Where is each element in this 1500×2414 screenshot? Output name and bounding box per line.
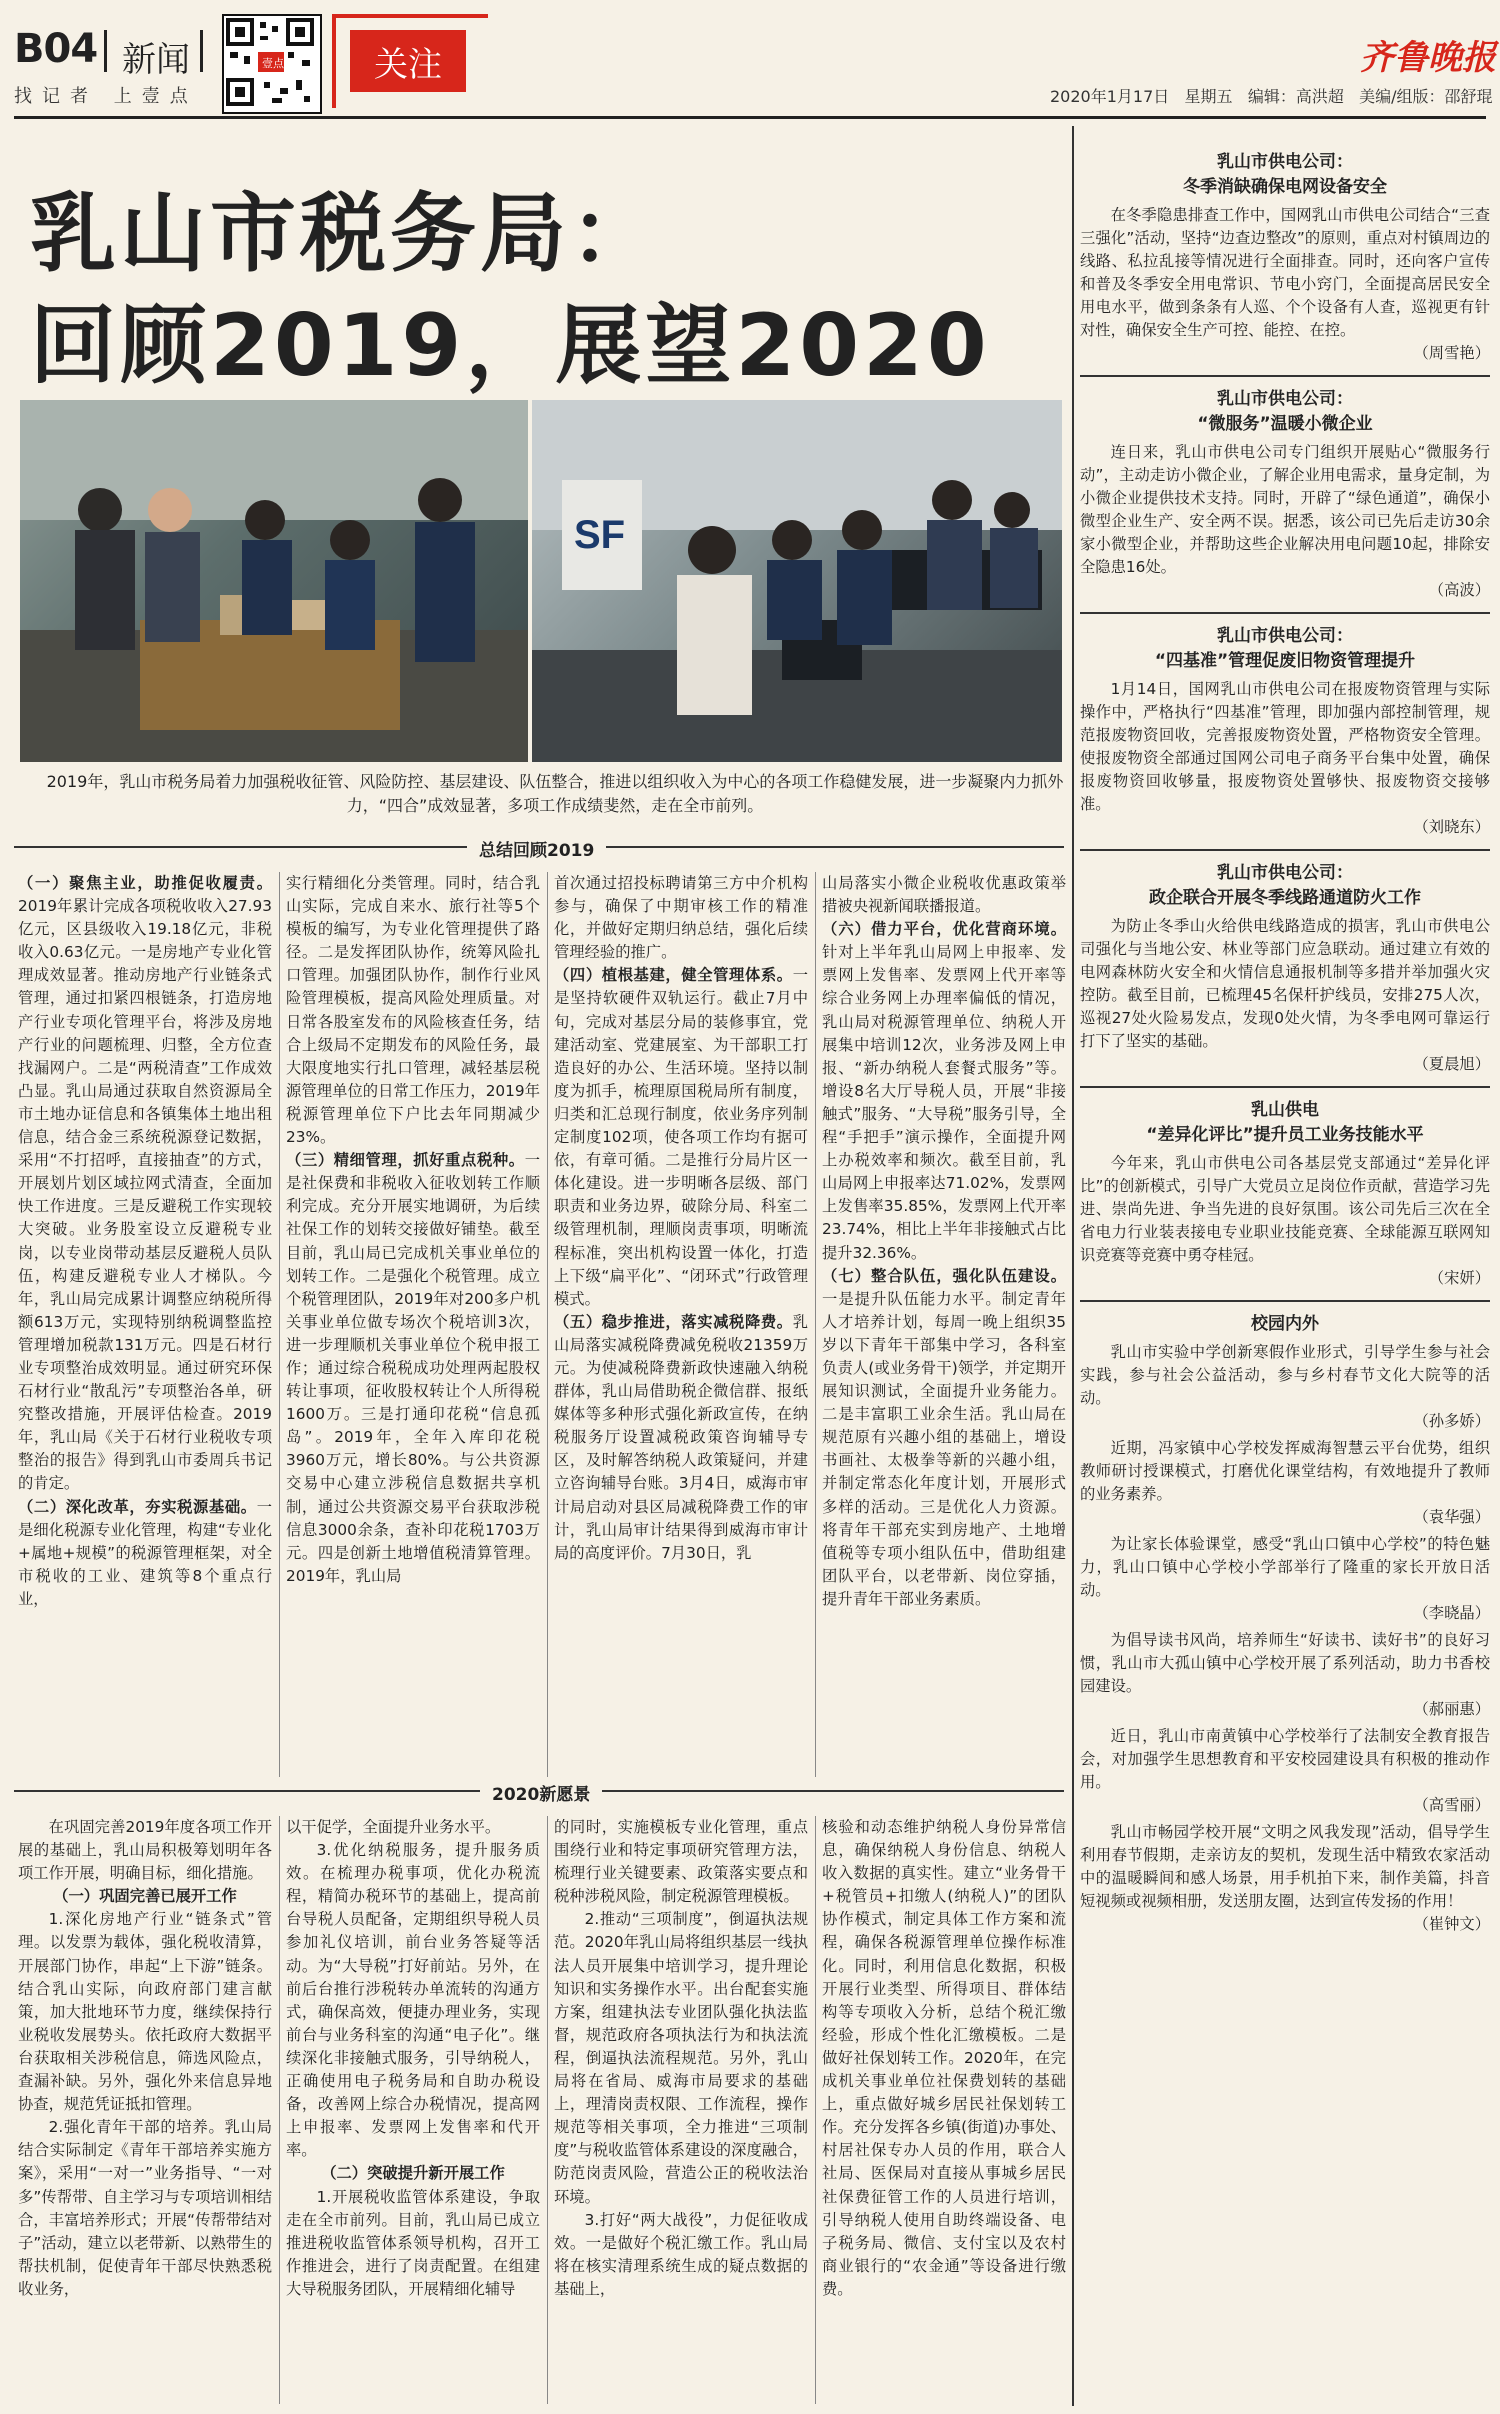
paragraph-text: 一是坚持软硬件双轨运行。截止7月中旬，完成对基层分局的装修事宜，党建活动室、党建展室、为干部职工打造良好的办公、生活环境。坚持以制度为抓手，梳理原国税局所有制度，归类和汇总现行制度，依业务序列制定制度102项，使各项工作均有据可依，有章可循。二是推行分局片区一体化建设。进一步明晰各层级、部门职责和业务边界，破除分局、科室二级管理机制，理顺岗责事项，明晰流程标准，突出机构设置一体化，打造上下级“扁平化”、“闭环式”行政管理模式。 (554, 966, 808, 1308)
section-title-outlook: 2020新愿景 (480, 1780, 602, 1805)
header-rule (14, 116, 1486, 119)
paragraph-lead: （六）借力平台，优化营商环境。 (822, 920, 1066, 939)
brief-divider (1080, 849, 1490, 851)
paragraph (554, 964, 808, 1310)
qr-code-icon[interactable] (222, 14, 322, 114)
paragraph-text: 一是提升队伍能力水平。制定青年人才培养计划，每周一晚上组织35岁以下青年干部集中学习，各科室负责人(或业务骨干)领学，并定期开展知识测试，全面提升业务能力。二是丰富职工业余生活。乳山局在规范原有兴趣小组的基础上，增设书画社、太极拳等新的兴趣小组，并制定常态化年度计划，开展形式多样的活动。三是优化人力资源。将青年干部充实到房地产、土地增值税等专项小组队伍中，借助组建团队平台，以老带新、岗位穿插，提升青年干部业务素质。 (822, 1289, 1066, 1608)
column-divider (547, 872, 548, 1777)
campus-item-body: 为倡导读书风尚，培养师生“好读书、读好书”的良好习惯，乳山市大孤山镇中心学校开展了系列活动，助力书香校园建设。 (1080, 1631, 1490, 1695)
brief-author: （高波） (1428, 581, 1490, 599)
campus-item-author: （孙多娇） (1413, 1412, 1490, 1430)
sidebar-item (1080, 387, 1490, 602)
paragraph-text: 针对上半年乳山局网上申报率、发票网上发售率、发票网上代开率等综合业务网上办理率偏低的情况，乳山局对税源管理单位、纳税人开展集中培训12次，业务涉及网上申报、“新办纳税人套餐式服务”等。增设8名大厅导税人员，开展“非接触式”服务、“大导税”服务引导，全程“手把手”演示操作，全面提升网上办税效率和频次。截至目前，乳山局网上申报率达71.02%，发票网上发售率35.85%，发票网上代开率23.74%，相比上半年非接触式占比提升32.36%。 (822, 943, 1066, 1262)
paragraph (18, 2116, 272, 2301)
header-slogan: 找记者 上壹点 (14, 86, 198, 107)
campus-item-author: （高雪丽） (1413, 1796, 1490, 1814)
paragraph-text: 1.深化房地产行业“链条式”管理。以发票为载体，强化税收清算，开展部门协作，串起“上下游”链条。结合乳山实际，向政府部门建言献策，加大批地环节力度，继续保持行业税收发展势头。依托政府大数据平台获取相关涉税信息，筛选风险点，查漏补缺。另外，强化外来信息异地协查，规范凭证抵扣管理。 (18, 1910, 272, 2114)
sidebar-item (1080, 624, 1490, 839)
outlook-column-1 (18, 1816, 272, 2406)
brief-divider (1080, 612, 1490, 614)
weekday: 星期五 (1184, 87, 1233, 106)
brief-author: （宋妍） (1428, 1269, 1490, 1287)
paragraph (554, 2209, 808, 2301)
paragraph-text: 在巩固完善2019年度各项工作开展的基础上，乳山局积极筹划明年各项工作开展，明确目标，细化措施。 (18, 1818, 272, 1883)
column-divider (279, 1816, 280, 2404)
paragraph-text: 1.开展税收监管体系建设，争取走在全市前列。目前，乳山局已成立推进税收监管体系领导机构，召开工作推进会，进行了岗责配置。在组建大导税服务团队，开展精细化辅导 (286, 2187, 540, 2298)
paragraph-lead: （四）植根基建，健全管理体系。 (554, 966, 793, 985)
brief-body: 为防止冬季山火给供电线路造成的损害，乳山市供电公司强化与当地公安、林业等部门应急联动。通过建立有效的电网森林防火安全和火情信息通报机制等多措并举加强火灾控防。截至目前，已梳理45名保杆护线员，安排275人次，巡视27处火险易发点，发现0处火情，为冬季电网可靠运行打下了坚实的基础。 (1080, 917, 1490, 1050)
paragraph (18, 1885, 272, 1908)
section-title-review: 总结回顾2019 (467, 836, 606, 861)
headline-line1: 乳山市税务局： (30, 184, 660, 284)
outlook-column-4 (822, 1816, 1066, 2406)
paragraph-lead: （二）突破提升新开展工作 (321, 2164, 505, 2183)
campus-title: 校园内外 (1251, 1314, 1319, 1334)
campus-item-author: （崔钟文） (1413, 1915, 1490, 1933)
paragraph-lead: （七）整合队伍，强化队伍建设。 (822, 1266, 1066, 1285)
paragraph-text: 2.推动“三项制度”，倒逼执法规范。2020年乳山局将组织基层一线执法人员开展集中培训学习，提升理论知识和实务操作水平。出台配套实施方案，组建执法专业团队强化执法监督，规范政府各项执法行为和执法流程，倒逼执法流程规范。另外，乳山局将在省局、威海市局要求的基础上，理清岗责权限、工作流程，操作规范等相关事项，全力推进“三项制度”与税收监管体系建设的深度融合，防范岗责风险，营造公正的税收法治环境。 (554, 1910, 808, 2206)
paragraph-text: 以干促学，全面提升业务水平。 (286, 1818, 501, 1836)
paragraph (822, 918, 1066, 1264)
brief-title-line2: “差异化评比”提升员工业务技能水平 (1146, 1125, 1424, 1145)
brief-author: （刘晓东） (1413, 818, 1490, 836)
paragraph-text: 首次通过招投标聘请第三方中介机构参与，确保了中期审核工作的精准化，并做好定期归纳总结，强化后续管理经验的推广。 (554, 874, 808, 962)
editor: 编辑：高洪超 (1247, 87, 1344, 106)
header-divider (200, 30, 203, 72)
paragraph (286, 1839, 540, 2162)
headline-line2: 回顾2019，展望2020 (30, 296, 991, 396)
paragraph-text: 一是细化税源专业化管理，构建“专业化+属地+规模”的税源管理框架，对全市税收的工业、建筑等8个重点行业， (18, 1497, 272, 1608)
section-head-outlook (14, 1780, 1064, 1805)
paragraph (18, 1496, 272, 1611)
paragraph (18, 872, 272, 1496)
review-column-2 (286, 872, 540, 1780)
brief-body: 在冬季隐患排查工作中，国网乳山市供电公司结合“三查三强化”活动，坚持“边查边整改”的原则，重点对村镇周边的线路、私拉乱接等情况进行全面排查。同时，还向客户宣传和普及冬季安全用电常识、节电小窍门，全面提高居民安全用电水平，做到条条有人巡、个个设备有人查，巡视更有针对性，确保安全生产可控、能控、在控。 (1080, 206, 1490, 339)
issue-date: 2020年1月17日 (1050, 87, 1170, 106)
brief-title-line2: 冬季消缺确保电网设备安全 (1183, 177, 1387, 197)
section-head-review (14, 836, 1064, 861)
paragraph-text: 一是社保费和非税收入征收划转工作顺利完成。充分开展实地调研，为后续社保工作的划转交接做好铺垫。截至目前，乳山局已完成机关事业单位的划转工作。二是强化个税管理。成立个税管理团队，2019年对200多户机关事业单位做专场次个税培训3次，进一步理顺机关事业单位个税申报工作；通过综合税税成功处理两起股权转让事项，征收股权转让个人所得税1600万。三是打通印花税“信息孤岛”。2019年，全年入库印花税3960万元，增长80%。与公共资源交易中心建立涉税信息数据共享机制，通过公共资源交易平台获取涉税信息3000余条，查补印花税1703万元。四是创新土地增值税清算管理。2019年，乳山局 (286, 1151, 540, 1585)
paragraph-lead: （一）聚焦主业，助推促收履责。 (18, 874, 272, 892)
paragraph (554, 1908, 808, 2208)
paragraph (822, 1816, 1066, 2301)
sidebar-briefs (1080, 150, 1490, 1936)
sidebar-item (1080, 1098, 1490, 1290)
brief-divider (1080, 1300, 1490, 1302)
paragraph-text: 乳山局落实减税降费减免税收21359万元。为使减税降费新政快速融入纳税群体，乳山局借助税企微信群、报纸媒体等多种形式强化新政宣传，在纳税服务厅设置减税政策咨询辅导专区，及时解答纳税人政策疑问，并建立咨询辅导台账。3月4日，威海市审计局启动对县区局减税降费工作的审计，乳山局审计结果得到威海市审计局的高度评价。7月30日，乳 (554, 1312, 808, 1562)
brief-author: （夏晨旭） (1413, 1055, 1490, 1073)
campus-item-author: （李晓晶） (1413, 1604, 1490, 1622)
sidebar-item (1080, 150, 1490, 365)
paragraph (554, 1816, 808, 1908)
paragraph (286, 2186, 540, 2301)
brief-divider (1080, 375, 1490, 377)
paragraph-lead: （一）巩固完善已展开工作 (53, 1887, 237, 1906)
section-name: 新闻 (122, 40, 190, 80)
paragraph-text: 3.优化纳税服务，提升服务质效。在梳理办税事项，优化办税流程，精简办税环节的基础上，提高前台导税人员配备，定期组织导税人员参加礼仪培训，前台业务答疑等活动。为“大导税”打好前站。另外，在前后台推行涉税转办单流转的沟通方式，确保高效，便捷办理业务，实现前台与业务科室的沟通“电子化”。继续深化非接触式服务，引导纳税人，正确使用电子税务局和自助办税设备，改善网上综合办税情况，提高网上申报率、发票网上发售率和代开率。 (286, 1841, 540, 2160)
column-divider (815, 1816, 816, 2404)
header-meta (1050, 84, 1493, 107)
paragraph-text: 2.强化青年干部的培养。乳山局结合实际制定《青年干部培养实施方案》，采用“一对一”业务指导、“一对多”传帮带、自主学习与专项培训相结合，丰富培养形式；开展“传帮带结对子”活动，建立以老带新、以熟带生的帮扶机制，促使青年干部尽快熟悉税收业务， (18, 2118, 272, 2298)
campus-item-body: 近日，乳山市南黄镇中心学校举行了法制安全教育报告会，对加强学生思想教育和平安校园建设具有积极的推动作用。 (1080, 1727, 1490, 1791)
brief-title-line1: 乳山供电 (1251, 1100, 1319, 1120)
paragraph-text: 山局落实小微企业税收优惠政策举措被央视新闻联播报道。 (822, 874, 1066, 916)
brief-title-line1: 乳山市供电公司： (1217, 626, 1353, 646)
column-tag: 关注 (350, 30, 466, 92)
paragraph (554, 872, 808, 964)
svg-text:SF: SF (574, 513, 626, 557)
outlook-column-3 (554, 1816, 808, 2406)
header-divider (104, 30, 107, 72)
designer: 美编/组版：邵舒琨 (1359, 87, 1493, 106)
campus-item-body: 为让家长体验课堂，感受“乳山口镇中心学校”的特色魅力，乳山口镇中心学校小学部举行了隆重的家长开放日活动。 (1080, 1535, 1490, 1599)
column-divider (279, 872, 280, 1777)
paragraph (18, 1908, 272, 2116)
paragraph (554, 1311, 808, 1565)
newspaper-logo: 齐鲁晚报 (1360, 38, 1496, 78)
paragraph-text: 的同时，实施模板专业化管理，重点围绕行业和特定事项研究管理方法，梳理行业关键要素、政策落实要点和税种涉税风险，制定税源管理模板。 (554, 1818, 808, 1906)
brief-body: 1月14日，国网乳山市供电公司在报废物资管理与实际操作中，严格执行“四基准”管理，即加强内部控制管理，规范报废物资回收，完善报废物资处置，严格物资安全管理。使报废物资全部通过国网公司电子商务平台集中处置，确保报废物资回收够量，报废物资处置够快、报废物资交接够准。 (1080, 680, 1490, 813)
paragraph-text: 核验和动态维护纳税人身份异常信息，确保纳税人身份信息、纳税人收入数据的真实性。建立“业务骨干+税管员+扣缴人(纳税人)”的团队协作模式，制定具体工作方案和流程，确保各税源管理单位操作标准化。同时，利用信息化数据，积极开展行业类型、所得项目、群体结构等专项收入分析，总结个税汇缴经验，形成个性化汇缴模板。二是做好社保划转工作。2020年，在完成机关事业单位社保费划转的基础上，重点做好城乡居民社保划转工作。充分发挥各乡镇(街道)办事处、村居社保专办人员的作用，联合人社局、医保局对直接从事城乡居民社保费征管工作的人员进行培训，引导纳税人使用自助终端设备、电子税务局、微信、支付宝以及农村商业银行的“农金通”等设备进行缴费。 (822, 1818, 1066, 2298)
brief-divider (1080, 1086, 1490, 1088)
brief-title-line1: 乳山市供电公司： (1217, 863, 1353, 883)
sidebar-divider (1072, 126, 1074, 2406)
brief-body: 连日来，乳山市供电公司专门组织开展贴心“微服务行动”，主动走访小微企业，了解企业用电需求，量身定制，为小微企业提供技术支持。同时，开辟了“绿色通道”，确保小微型企业生产、安全两不误。据悉，该公司已先后走访30余家小微型企业，并帮助这些企业解决用电问题10起，排除安全隐患16处。 (1080, 443, 1490, 576)
paragraph-text: 3.打好“两大战役”，力促征收成效。一是做好个税汇缴工作。乳山局将在核实清理系统生成的疑点数据的基础上， (554, 2210, 808, 2298)
brief-title-line1: 乳山市供电公司： (1217, 389, 1353, 409)
paragraph (822, 872, 1066, 918)
paragraph (286, 872, 540, 1149)
brief-author: （周雪艳） (1413, 344, 1490, 362)
column-divider (815, 872, 816, 1777)
campus-item-body: 乳山市实验中学创新寒假作业形式，引导学生参与社会实践，参与社会公益活动，参与乡村春节文化大院等的活动。 (1080, 1343, 1490, 1407)
brief-title-line2: 政企联合开展冬季线路通道防火工作 (1149, 888, 1421, 908)
paragraph (286, 1816, 540, 1839)
review-column-3 (554, 872, 808, 1780)
paragraph-lead: （五）稳步推进，落实减税降费。 (554, 1312, 793, 1331)
paragraph (18, 1816, 272, 1885)
paragraph-lead: （三）精细管理，抓好重点税种。 (286, 1151, 525, 1170)
factory-inspection-photo (20, 400, 528, 762)
paragraph-lead: （二）深化改革，夯实税源基础。 (18, 1497, 257, 1516)
outlook-column-2 (286, 1816, 540, 2406)
brief-title-line2: “四基准”管理促废旧物资管理提升 (1154, 651, 1416, 671)
paragraph (286, 1149, 540, 1588)
review-column-4 (822, 872, 1066, 1780)
brief-title-line1: 乳山市供电公司： (1217, 152, 1353, 172)
page-number: B04 (14, 26, 98, 72)
tax-office-photo (532, 400, 1062, 762)
column-divider (547, 1816, 548, 2404)
paragraph-text: 实行精细化分类管理。同时，结合乳山实际，完成自来水、旅行社等5个模板的编写，为专业化管理提供了路径。二是发挥团队协作，统筹风险扎口管理。加强团队协作，制作行业风险管理模板，提高风险处理质量。对日常各股室发布的风险核查任务，结合上级局不定期发布的风险任务，最大限度地实行扎口管理，减轻基层税源管理单位的日常工作压力，2019年税源管理单位下户比去年同期减少23%。 (286, 874, 540, 1147)
review-column-1 (18, 872, 272, 1780)
main-headline (30, 178, 991, 402)
brief-body: 今年来，乳山市供电公司各基层党支部通过“差异化评比”的创新模式，引导广大党员立足岗位作贡献，营造学习先进、崇尚先进、争当先进的良好氛围。该公司先后三次在全省电力行业装表接电专业职业技能竞赛、全球能源互联网知识竞赛等竞赛中勇夺桂冠。 (1080, 1154, 1490, 1264)
campus-item-body: 乳山市畅园学校开展“文明之风我发现”活动，倡导学生利用春节假期，走亲访友的契机，发现生活中精致农家活动中的温暖瞬间和感人场景，用手机拍下来，制作美篇，抖音短视频或视频相册，发送朋友圈，达到宣传发扬的作用！ (1080, 1823, 1490, 1910)
qr-label: 壹点 (262, 57, 284, 70)
paragraph-text: 2019年累计完成各项税收收入27.93亿元，区县级收入19.18亿元，非税收入0.63亿元。一是房地产专业化管理成效显著。推动房地产行业链条式管理，通过扣紧四根链条，打造房地产行业专项化管理平台，将涉及房地产行业的问题梳理、归整，全方位查找漏网户。二是“两税清查”工作成效凸显。乳山局通过获取自然资源局全市土地办证信息和各镇集体土地出租信息，结合金三系统税源登记数据，采用“不打招呼，直接抽查”的方式，开展划片划区域拉网式清查，全面加快工作进度。三是反避税工作实现较大突破。业务股室设立反避税专业岗，以专业岗带动基层反避税人员队伍，构建反避税专业人才梯队。今年，乳山局完成累计调整应纳税所得额613万元，实现特别纳税调整监控管理增加税款131万元。四是石材行业专项整治成效明显。通过研究环保石材行业“散乱污”专项整治各单，研究整改措施，开展评估检查。2019年，乳山局《关于石材行业税收专项整治的报告》得到乳山市委周兵书记的肯定。 (18, 897, 272, 1493)
photo-caption: 2019年，乳山市税务局着力加强税收征管、风险防控、基层建设、队伍整合，推进以组织收入为中心的各项工作稳健发展，进一步凝聚内力抓外力，“四合”成效显著，多项工作成绩斐然，走在全市前列。 (46, 772, 1064, 815)
campus-item-author: （袁华强） (1413, 1508, 1490, 1526)
campus-item-author: （郝丽惠） (1413, 1700, 1490, 1718)
campus-item-body: 近期，冯家镇中心学校发挥威海智慧云平台优势，组织教师研讨授课模式，打磨优化课堂结构，有效地提升了教师的业务素养。 (1080, 1439, 1490, 1503)
paragraph (822, 1265, 1066, 1611)
paragraph (286, 2162, 540, 2185)
brief-title-line2: “微服务”温暖小微企业 (1197, 414, 1373, 434)
sidebar-item (1080, 861, 1490, 1076)
campus-block (1080, 1312, 1490, 1936)
